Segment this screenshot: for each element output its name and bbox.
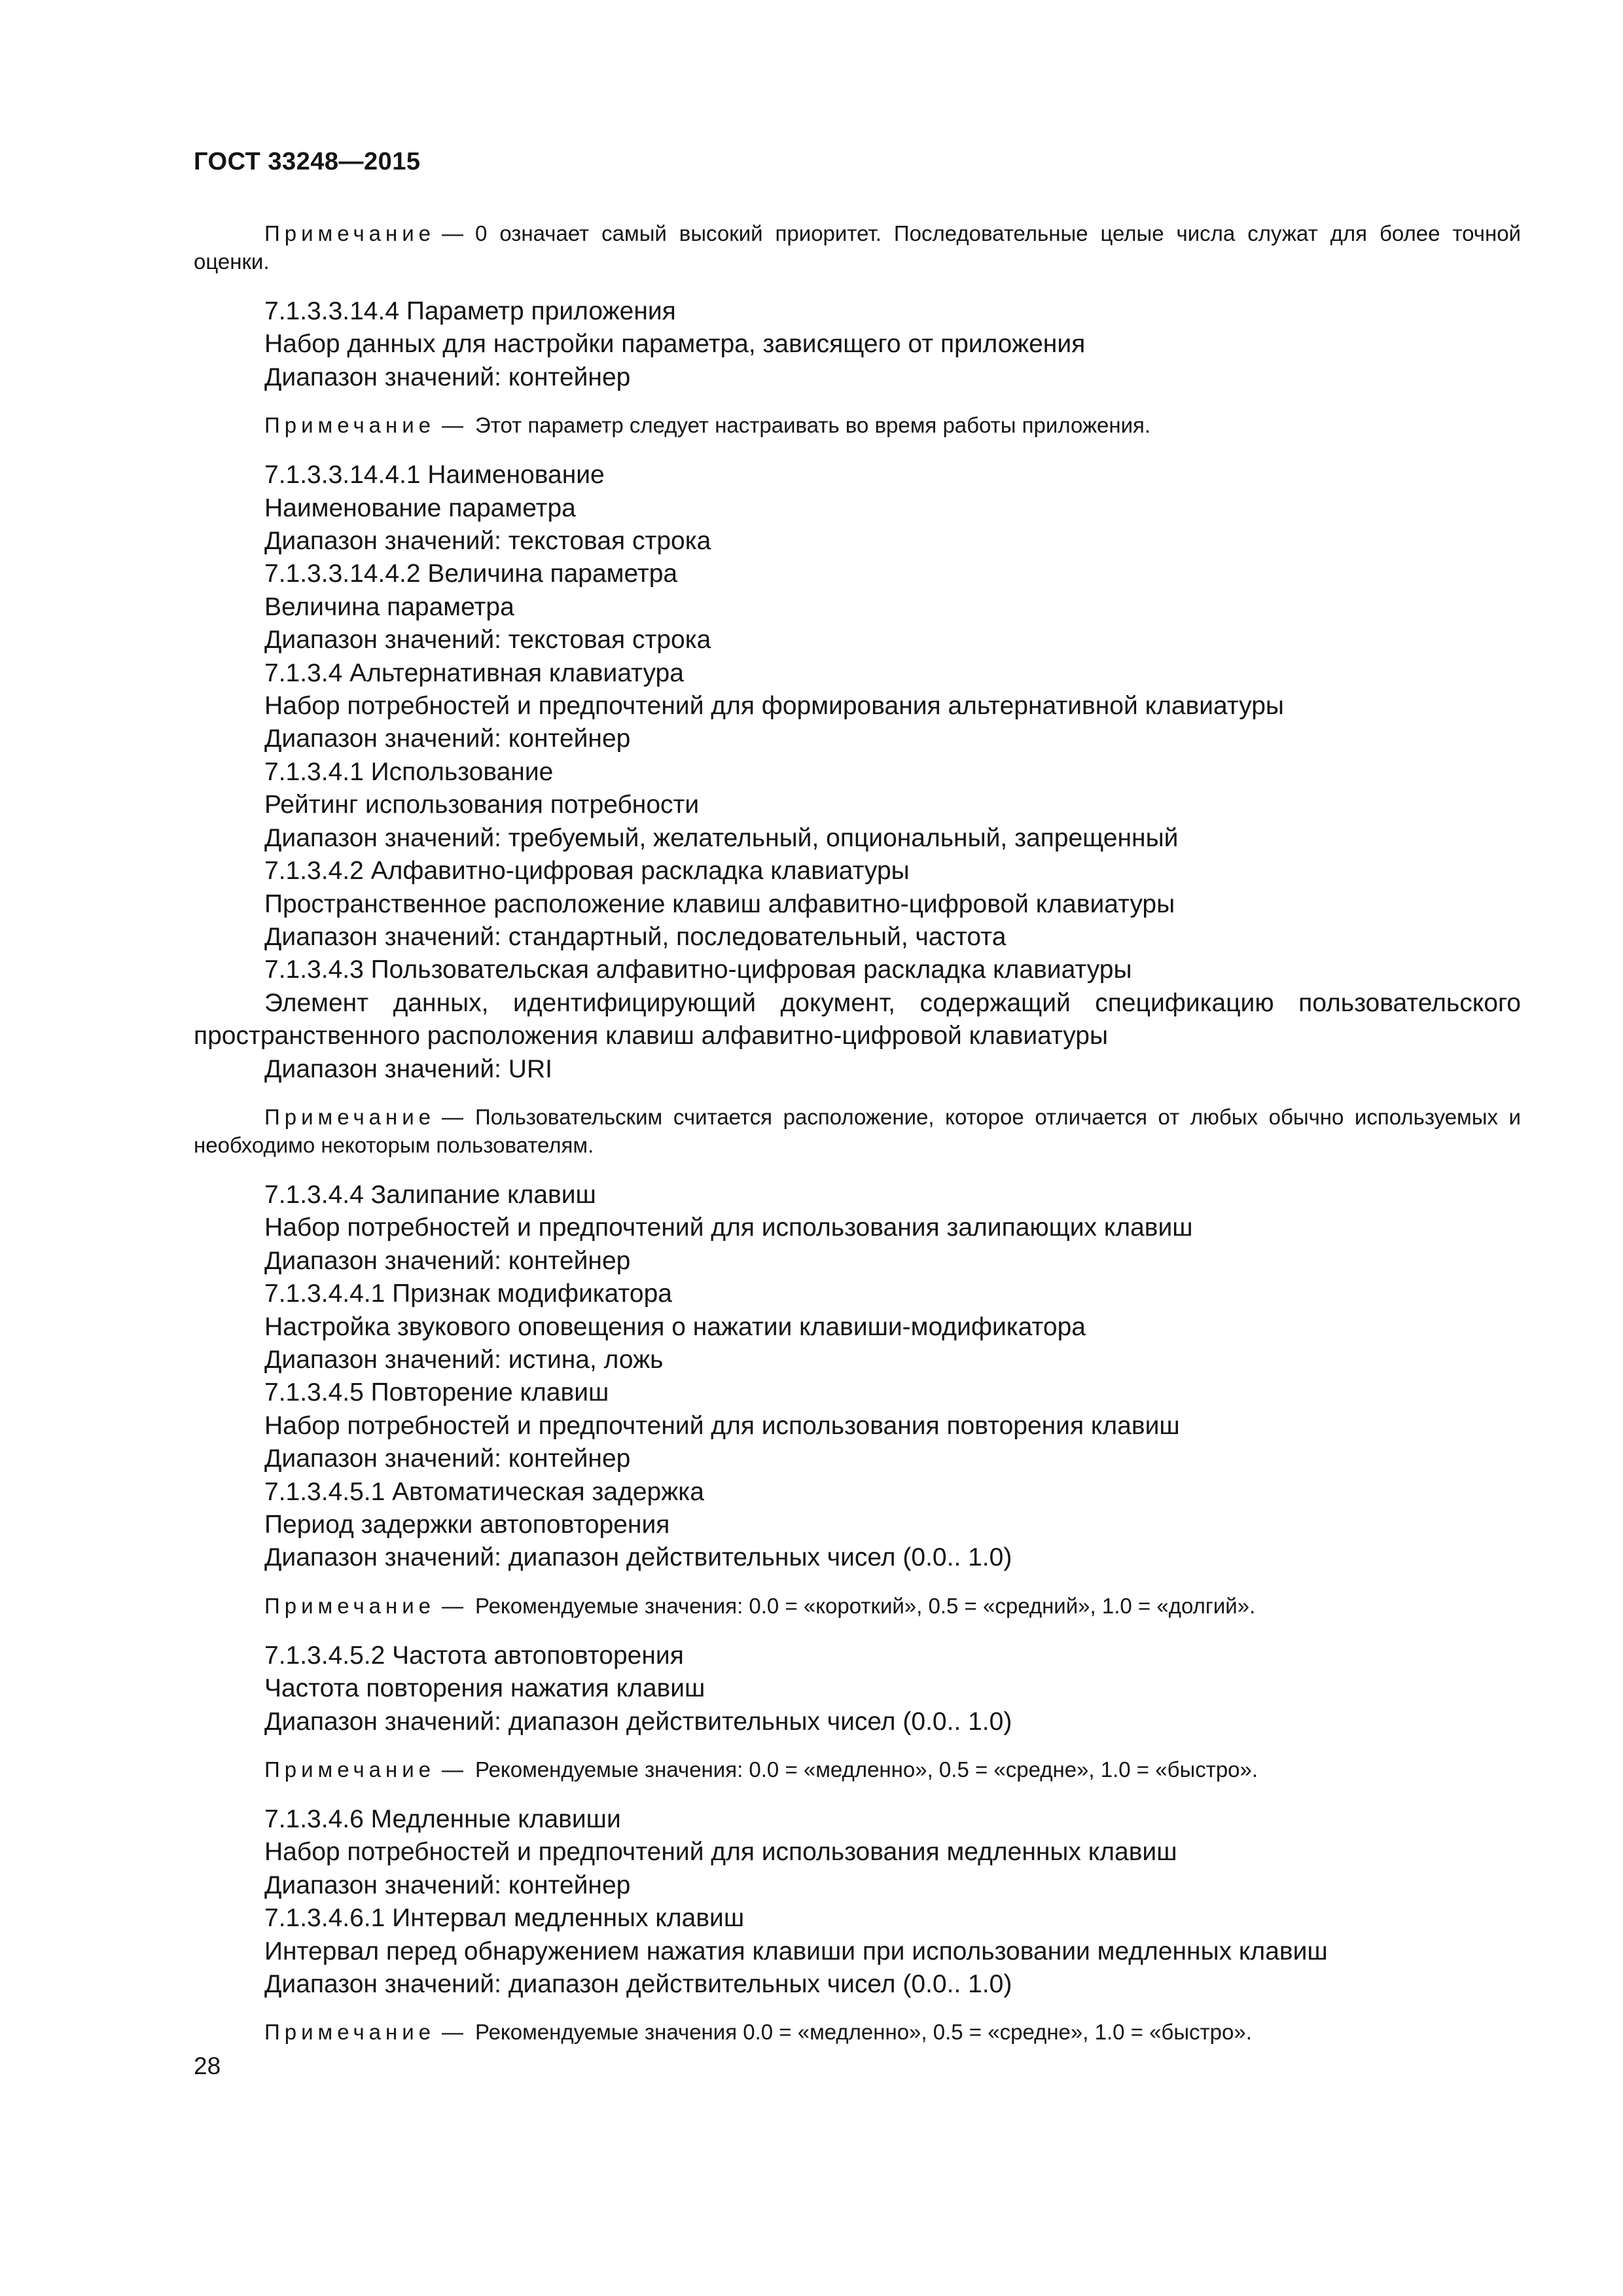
section-slow-keys [194,1803,1521,2001]
definition-text: Пространственное расположение клавиш алфавитно-цифровой клавиатуры [264,889,1175,918]
value-range: Диапазон значений: требуемый, желательный, опциональный, запрещенный [264,823,1179,852]
definition-text: Набор потребностей и предпочтений для формирования альтернативной клавиатуры [264,692,1284,721]
note-delay-values [194,1592,1521,1620]
note-text: Пользовательским считается расположение, которое отличается от любых обычно используемых и необходимо некоторым пользователям. [194,1104,1521,1157]
note-dash: — [442,221,464,245]
value-range: Диапазон значений: диапазон действительных чисел (0.0.. 1.0) [264,1707,1012,1736]
section-heading: 7.1.3.3.14.4.2 Величина параметра [264,560,678,588]
value-range: Диапазон значений: контейнер [264,1871,631,1899]
section-heading: 7.1.3.3.14.4.1 Наименование [264,461,605,490]
section-heading: 7.1.3.4.5.2 Частота автоповторения [264,1641,684,1670]
note-label: Примечание [264,413,436,438]
page-content [194,219,1521,2046]
value-range: Диапазон значений: истина, ложь [264,1345,664,1374]
note-label: Примечание [264,2020,436,2045]
section-heading: 7.1.3.3.14.4 Параметр приложения [264,297,676,325]
value-range: Диапазон значений: диапазон действительных чисел (0.0.. 1.0) [264,1543,1012,1572]
definition-text: Набор данных для настройки параметра, зависящего от приложения [264,330,1086,359]
value-range: Диапазон значений: контейнер [264,1444,631,1473]
section-alternative-keyboard [194,459,1521,1086]
note-dash: — [442,413,464,438]
note-text: Этот параметр следует настраивать во время работы приложения. [475,413,1151,438]
value-range: Диапазон значений: URI [264,1054,552,1083]
value-range: Диапазон значений: контейнер [264,1246,631,1275]
section-heading: 7.1.3.4 Альтернативная клавиатура [264,658,684,687]
value-range: Диапазон значений: текстовая строка [264,626,711,655]
note-slow-key-values [194,2018,1521,2046]
value-range: Диапазон значений: контейнер [264,725,631,753]
section-heading: 7.1.3.4.3 Пользовательская алфавитно-цифровая раскладка клавиатуры [264,956,1132,984]
section-heading: 7.1.3.4.6 Медленные клавиши [264,1805,621,1834]
note-label: Примечание [264,221,436,245]
page-number: 28 [194,2053,221,2079]
section-repeat-rate [194,1640,1521,1738]
section-application-parameter [194,295,1521,394]
note-dash: — [442,1593,464,1618]
note-custom-layout [194,1103,1521,1159]
document-header: ГОСТ 33248—2015 [194,148,421,175]
value-range: Диапазон значений: контейнер [264,363,631,391]
note-label: Примечание [264,1593,436,1618]
section-heading: 7.1.3.4.5.1 Автоматическая задержка [264,1477,704,1506]
note-text: Рекомендуемые значения 0.0 = «медленно», 0.5 = «средне», 1.0 = «быстро». [475,2020,1252,2045]
definition-text: Набор потребностей и предпочтений для использования повторения клавиш [264,1411,1180,1440]
definition-text: Интервал перед обнаружением нажатия клавиши при использовании медленных клавиш [264,1937,1328,1965]
note-priority [194,219,1521,276]
definition-text: Частота повторения нажатия клавиш [264,1674,705,1703]
definition-text: Элемент данных, идентифицирующий документ, содержащий спецификацию пользовательского пространственного расположения клавиш алфавитно-цифровой клавиатуры [194,988,1521,1050]
section-heading: 7.1.3.4.4 Залипание клавиш [264,1180,596,1209]
note-text: Рекомендуемые значения: 0.0 = «медленно», 0.5 = «средне», 1.0 = «быстро». [475,1757,1258,1782]
definition-text: Набор потребностей и предпочтений для использования залипающих клавиш [264,1213,1193,1242]
definition-text: Наименование параметра [264,493,576,522]
note-runtime-config [194,411,1521,439]
definition-text: Величина параметра [264,592,514,621]
section-heading: 7.1.3.4.6.1 Интервал медленных клавиш [264,1904,745,1933]
section-sticky-and-repeat-keys [194,1179,1521,1575]
note-label: Примечание [264,1757,436,1782]
section-heading: 7.1.3.4.5 Повторение клавиш [264,1378,609,1407]
note-rate-values [194,1755,1521,1784]
note-text: Рекомендуемые значения: 0.0 = «короткий», 0.5 = «средний», 1.0 = «долгий». [475,1593,1256,1618]
definition-text: Рейтинг использования потребности [264,791,700,819]
definition-text: Настройка звукового оповещения о нажатии клавиши-модификатора [264,1312,1086,1341]
note-label: Примечание [264,1104,436,1129]
value-range: Диапазон значений: стандартный, последовательный, частота [264,922,1007,951]
note-text: 0 означает самый высокий приоритет. Последовательные целые числа служат для более точной оценки. [194,221,1521,274]
definition-text: Период задержки автоповторения [264,1511,670,1539]
value-range: Диапазон значений: текстовая строка [264,527,711,556]
note-dash: — [442,1104,464,1129]
definition-text: Набор потребностей и предпочтений для использования медленных клавиш [264,1838,1177,1867]
note-dash: — [442,1757,464,1782]
note-dash: — [442,2020,464,2045]
value-range: Диапазон значений: диапазон действительных чисел (0.0.. 1.0) [264,1970,1012,1999]
section-heading: 7.1.3.4.1 Использование [264,757,554,786]
section-heading: 7.1.3.4.4.1 Признак модификатора [264,1280,672,1308]
section-heading: 7.1.3.4.2 Алфавитно-цифровая раскладка клавиатуры [264,857,910,886]
